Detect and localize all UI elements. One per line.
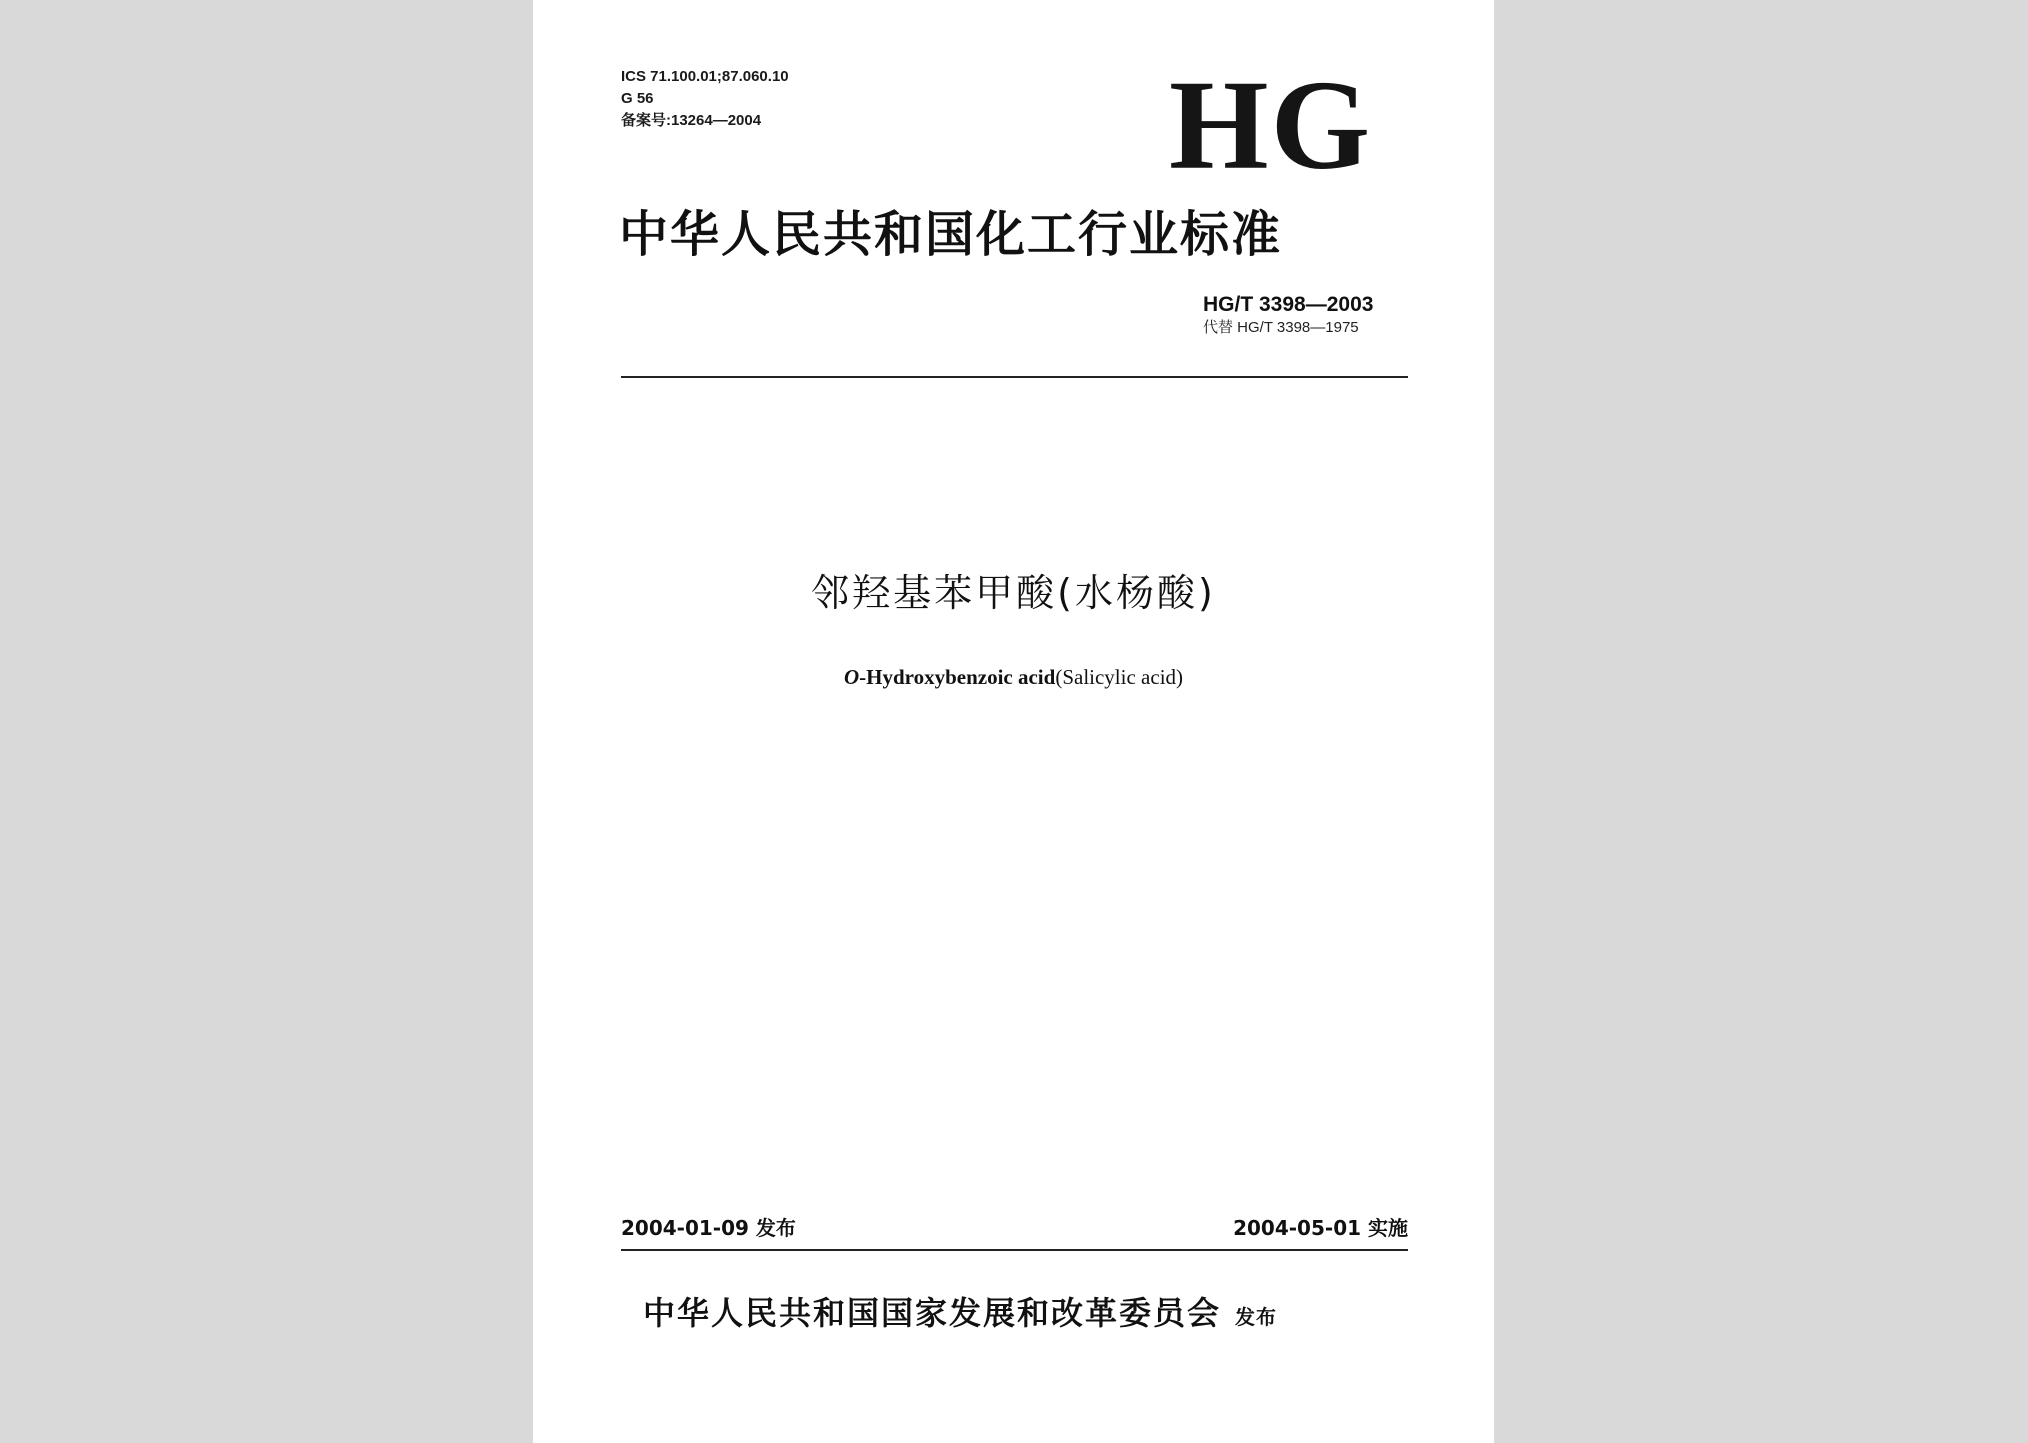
document-title-cn: 邻羟基苯甲酸(水杨酸) xyxy=(811,571,1216,615)
record-number: 备案号:13264—2004 xyxy=(621,112,762,129)
effective-date: 2004-05-01 实施 xyxy=(1233,1216,1408,1240)
publisher-suffix: 发布 xyxy=(1235,1305,1278,1329)
standard-title: 中华人民共和国化工行业标准 xyxy=(619,206,1283,263)
publisher-name: 中华人民共和国国家发展和改革委员会 xyxy=(643,1294,1222,1332)
hg-logo: HG xyxy=(1169,54,1373,196)
issue-date: 2004-01-09 发布 xyxy=(621,1216,796,1240)
publisher xyxy=(643,1288,1403,1342)
replaced-standard: 代替 HG/T 3398—1975 xyxy=(1203,319,1359,336)
title-en-prefix: O xyxy=(843,665,860,689)
title-en-alt: (Salicylic acid) xyxy=(1055,665,1184,689)
ics-code: ICS 71.100.01;87.060.10 xyxy=(621,68,789,85)
ccs-code: G 56 xyxy=(621,90,654,107)
standard-code: HG/T 3398—2003 xyxy=(1203,293,1374,316)
document-title-en xyxy=(533,662,1494,692)
bottom-divider xyxy=(621,1249,1408,1251)
title-en-main: -Hydroxybenzoic acid xyxy=(859,665,1056,689)
classification-block xyxy=(621,66,789,132)
top-divider xyxy=(621,376,1408,378)
document-page xyxy=(533,0,1494,1443)
date-row xyxy=(621,1213,1408,1243)
